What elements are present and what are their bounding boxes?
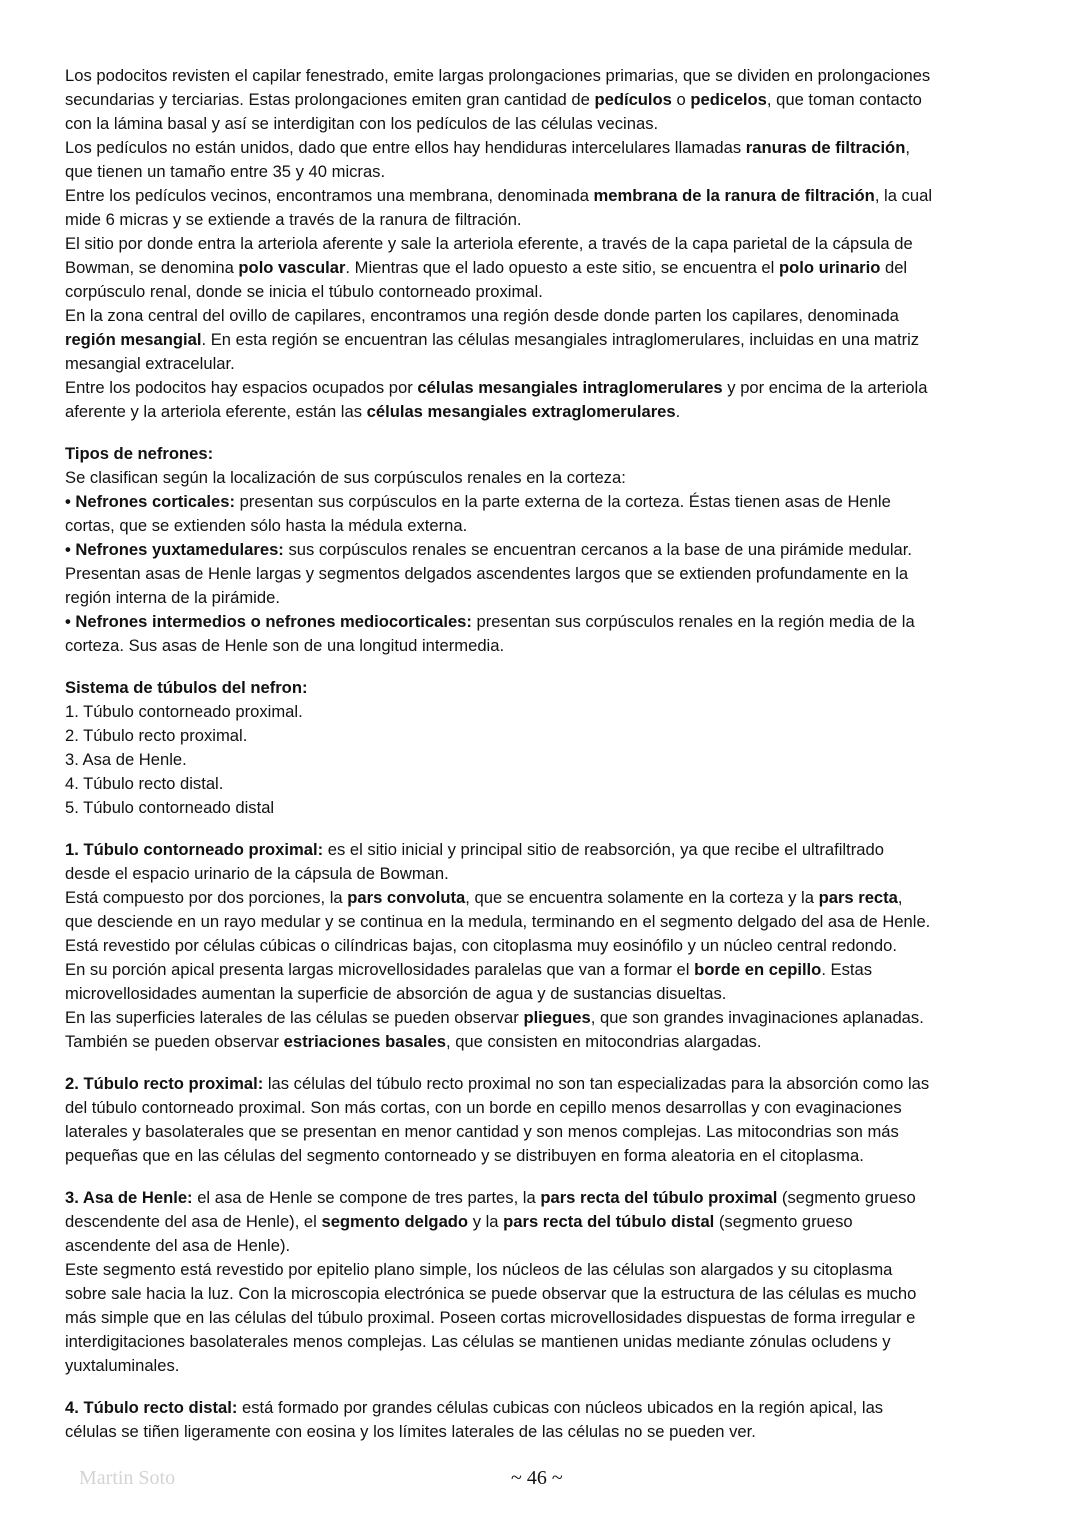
bold-term: • Nefrones intermedios o nefrones mediocorticales: bbox=[65, 612, 472, 631]
text-line bbox=[65, 886, 1025, 910]
text-segment: También se pueden observar bbox=[65, 1032, 284, 1051]
text-segment: desde el espacio urinario de la cápsula de Bowman. bbox=[65, 864, 449, 883]
bold-term: células mesangiales extraglomerulares bbox=[366, 402, 676, 421]
text-line bbox=[65, 184, 1025, 208]
text-segment: mide 6 micras y se extiende a través de la ranura de filtración. bbox=[65, 210, 522, 229]
bold-term: Sistema de túbulos del nefron: bbox=[65, 678, 308, 697]
text-line bbox=[65, 1282, 1025, 1306]
text-segment: presentan sus corpúsculos renales en la región media de la bbox=[471, 612, 915, 631]
text-segment: (segmento grueso bbox=[714, 1212, 853, 1231]
text-segment: que tienen un tamaño entre 35 y 40 micras. bbox=[65, 162, 386, 181]
text-segment: aferente y la arteriola eferente, están las bbox=[65, 402, 367, 421]
text-segment: que desciende en un rayo medular y se continua en la medula, terminando en el segmento delgado del asa de Henle. bbox=[65, 912, 931, 931]
page-number: ~ 46 ~ bbox=[511, 1467, 563, 1489]
text-segment: . Estas bbox=[821, 960, 873, 979]
bold-term: Tipos de nefrones: bbox=[65, 444, 214, 463]
text-segment: Bowman, se denomina bbox=[65, 258, 239, 277]
text-line bbox=[65, 982, 1025, 1006]
text-line bbox=[65, 562, 1025, 586]
bold-term: pedículos bbox=[594, 90, 672, 109]
text-segment: sus corpúsculos renales se encuentran cercanos a la base de una pirámide medular. bbox=[283, 540, 913, 559]
bold-term: polo urinario bbox=[778, 258, 881, 277]
text-line bbox=[65, 256, 1025, 280]
text-segment: Presentan asas de Henle largas y segmentos delgados ascendentes largos que se extienden profundamente en la bbox=[65, 564, 909, 583]
text-line bbox=[65, 1210, 1025, 1234]
text-segment: Se clasifican según la localización de sus corpúsculos renales en la corteza: bbox=[65, 468, 626, 487]
text-segment: 3. Asa de Henle. bbox=[65, 750, 187, 769]
text-line bbox=[65, 1030, 1025, 1054]
text-segment: , que se encuentra solamente en la corteza y la bbox=[465, 888, 819, 907]
text-segment: , bbox=[905, 138, 910, 157]
text-line bbox=[65, 400, 1025, 424]
bold-term: pars recta del túbulo distal bbox=[503, 1212, 715, 1231]
bold-term: pars convoluta bbox=[347, 888, 466, 907]
text-segment: pequeñas que en las células del segmento contorneado y se distribuyen en forma aleatoria en el citoplasma. bbox=[65, 1146, 864, 1165]
document-body bbox=[65, 64, 1025, 1462]
text-line bbox=[65, 232, 1025, 256]
text-line bbox=[65, 862, 1025, 886]
text-segment: En su porción apical presenta largas microvellosidades paralelas que van a formar el bbox=[65, 960, 695, 979]
text-line bbox=[65, 1306, 1025, 1330]
text-line bbox=[65, 466, 1025, 490]
text-line bbox=[65, 490, 1025, 514]
text-segment: . Mientras que el lado opuesto a este sitio, se encuentra el bbox=[345, 258, 779, 277]
text-segment: Entre los pedículos vecinos, encontramos una membrana, denominada bbox=[65, 186, 594, 205]
text-line bbox=[65, 64, 1025, 88]
text-line bbox=[65, 160, 1025, 184]
text-line bbox=[65, 958, 1025, 982]
text-segment: interdigitaciones basolaterales menos complejas. Las células se mantienen unidas mediante zónulas ocludens y bbox=[65, 1332, 891, 1351]
text-line bbox=[65, 634, 1025, 658]
text-segment: o bbox=[671, 90, 691, 109]
bold-term: 4. Túbulo recto distal: bbox=[65, 1398, 238, 1417]
text-segment: más simple que en las células del túbulo proximal. Poseen cortas microvellosidades dispuestas de forma irregular e bbox=[65, 1308, 916, 1327]
bold-term: pedicelos bbox=[690, 90, 767, 109]
text-line bbox=[65, 1072, 1025, 1096]
text-line bbox=[65, 538, 1025, 562]
text-line bbox=[65, 1258, 1025, 1282]
text-segment: del bbox=[880, 258, 908, 277]
text-segment: , la cual bbox=[874, 186, 932, 205]
text-segment: Los podocitos revisten el capilar fenestrado, emite largas prolongaciones primarias, que se dividen en prolongaciones bbox=[65, 66, 931, 85]
bold-term: células mesangiales intraglomerulares bbox=[417, 378, 723, 397]
text-segment: Entre los podocitos hay espacios ocupados por bbox=[65, 378, 418, 397]
text-line bbox=[65, 1096, 1025, 1120]
text-segment: el asa de Henle se compone de tres partes, la bbox=[192, 1188, 541, 1207]
text-line bbox=[65, 442, 1025, 466]
bold-term: estriaciones basales bbox=[283, 1032, 446, 1051]
text-line bbox=[65, 910, 1025, 934]
text-segment: Los pedículos no están unidos, dado que entre ellos hay hendiduras intercelulares llamadas bbox=[65, 138, 746, 157]
text-segment: mesangial extracelular. bbox=[65, 354, 235, 373]
text-line bbox=[65, 700, 1025, 724]
text-segment: , que toman contacto bbox=[766, 90, 922, 109]
text-line bbox=[65, 796, 1025, 820]
text-segment: , que consisten en mitocondrias alargadas. bbox=[445, 1032, 762, 1051]
text-line bbox=[65, 1120, 1025, 1144]
text-line bbox=[65, 934, 1025, 958]
text-line bbox=[65, 304, 1025, 328]
text-line bbox=[65, 514, 1025, 538]
paragraph-block bbox=[65, 1072, 1025, 1168]
text-line bbox=[65, 1330, 1025, 1354]
text-line bbox=[65, 352, 1025, 376]
paragraph-block bbox=[65, 1186, 1025, 1378]
text-segment: corteza. Sus asas de Henle son de una longitud intermedia. bbox=[65, 636, 505, 655]
text-segment: sobre sale hacia la luz. Con la microscopia electrónica se puede observar que la estructura de las células es mucho bbox=[65, 1284, 917, 1303]
text-segment: , que son grandes invaginaciones aplanadas. bbox=[590, 1008, 924, 1027]
text-segment: secundarias y terciarias. Estas prolongaciones emiten gran cantidad de bbox=[65, 90, 595, 109]
text-segment: descendente del asa de Henle), el bbox=[65, 1212, 322, 1231]
text-segment: cortas, que se extienden sólo hasta la médula externa. bbox=[65, 516, 468, 535]
text-line bbox=[65, 1234, 1025, 1258]
text-segment: células se tiñen ligeramente con eosina y los límites laterales de las células no se pueden ver. bbox=[65, 1422, 756, 1441]
text-segment: En la zona central del ovillo de capilares, encontramos una región desde donde parten los capilares, denominada bbox=[65, 306, 899, 325]
text-line bbox=[65, 772, 1025, 796]
text-line bbox=[65, 112, 1025, 136]
text-line bbox=[65, 610, 1025, 634]
text-line bbox=[65, 376, 1025, 400]
text-segment: microvellosidades aumentan la superficie de absorción de agua y de sustancias disueltas. bbox=[65, 984, 727, 1003]
text-line bbox=[65, 280, 1025, 304]
text-segment: 2. Túbulo recto proximal. bbox=[65, 726, 248, 745]
text-line bbox=[65, 1144, 1025, 1168]
text-line bbox=[65, 1396, 1025, 1420]
text-line bbox=[65, 838, 1025, 862]
text-line bbox=[65, 586, 1025, 610]
paragraph-block bbox=[65, 442, 1025, 658]
paragraph-block bbox=[65, 64, 1025, 424]
text-segment: El sitio por donde entra la arteriola aferente y sale la arteriola eferente, a través de la capa parietal de la cápsula de bbox=[65, 234, 913, 253]
text-segment: 1. Túbulo contorneado proximal. bbox=[65, 702, 303, 721]
bold-term: 1. Túbulo contorneado proximal: bbox=[65, 840, 324, 859]
bold-term: • Nefrones yuxtamedulares: bbox=[65, 540, 284, 559]
text-segment: del túbulo contorneado proximal. Son más cortas, con un borde en cepillo menos desarrollas y con evaginaciones bbox=[65, 1098, 902, 1117]
text-segment: 4. Túbulo recto distal. bbox=[65, 774, 224, 793]
bold-term: polo vascular bbox=[238, 258, 346, 277]
text-line bbox=[65, 1354, 1025, 1378]
text-segment: y la bbox=[468, 1212, 504, 1231]
text-segment: 5. Túbulo contorneado distal bbox=[65, 798, 275, 817]
paragraph-block bbox=[65, 1396, 1025, 1444]
text-segment: Está compuesto por dos porciones, la bbox=[65, 888, 348, 907]
text-segment: con la lámina basal y así se interdigitan con los pedículos de las células vecinas. bbox=[65, 114, 659, 133]
text-line bbox=[65, 676, 1025, 700]
text-segment: ascendente del asa de Henle). bbox=[65, 1236, 291, 1255]
text-line bbox=[65, 1420, 1025, 1444]
text-line bbox=[65, 1186, 1025, 1210]
text-segment: laterales y basolaterales que se presentan en menor cantidad y son menos complejas. Las mitocondrias son más bbox=[65, 1122, 899, 1141]
text-segment: región interna de la pirámide. bbox=[65, 588, 280, 607]
bold-term: pars recta del túbulo proximal bbox=[540, 1188, 778, 1207]
text-segment: yuxtaluminales. bbox=[65, 1356, 180, 1375]
text-line bbox=[65, 724, 1025, 748]
text-line bbox=[65, 1006, 1025, 1030]
text-line bbox=[65, 88, 1025, 112]
bold-term: membrana de la ranura de filtración bbox=[593, 186, 875, 205]
bold-term: pars recta bbox=[818, 888, 898, 907]
text-segment: , bbox=[897, 888, 903, 907]
bold-term: 2. Túbulo recto proximal: bbox=[65, 1074, 264, 1093]
text-line bbox=[65, 328, 1025, 352]
text-segment: . bbox=[675, 402, 681, 421]
text-segment: las células del túbulo recto proximal no son tan especializadas para la absorción como las bbox=[263, 1074, 930, 1093]
bold-term: • Nefrones corticales: bbox=[65, 492, 235, 511]
bold-term: pliegues bbox=[523, 1008, 591, 1027]
text-segment: corpúsculo renal, donde se inicia el túbulo contorneado proximal. bbox=[65, 282, 543, 301]
text-line bbox=[65, 748, 1025, 772]
text-segment: . En esta región se encuentran las células mesangiales intraglomerulares, incluidas en una matriz bbox=[201, 330, 920, 349]
bold-term: 3. Asa de Henle: bbox=[65, 1188, 193, 1207]
text-segment: presentan sus corpúsculos en la parte externa de la corteza. Éstas tienen asas de Henle bbox=[234, 492, 891, 511]
text-segment: está formado por grandes células cubicas con núcleos ubicados en la región apical, las bbox=[237, 1398, 884, 1417]
text-segment: Este segmento está revestido por epitelio plano simple, los núcleos de las células son alargados y su citoplasma bbox=[65, 1260, 893, 1279]
text-segment: es el sitio inicial y principal sitio de reabsorción, ya que recibe el ultrafiltrado bbox=[323, 840, 884, 859]
paragraph-block bbox=[65, 676, 1025, 820]
text-segment: (segmento grueso bbox=[777, 1188, 916, 1207]
footer-author: Martin Soto bbox=[79, 1467, 176, 1489]
bold-term: segmento delgado bbox=[321, 1212, 469, 1231]
paragraph-block bbox=[65, 838, 1025, 1054]
text-segment: y por encima de la arteriola bbox=[722, 378, 928, 397]
bold-term: ranuras de filtración bbox=[745, 138, 906, 157]
text-segment: Está revestido por células cúbicas o cilíndricas bajas, con citoplasma muy eosinófilo y un núcleo central redondo. bbox=[65, 936, 897, 955]
text-line bbox=[65, 136, 1025, 160]
text-line bbox=[65, 208, 1025, 232]
bold-term: región mesangial bbox=[65, 330, 202, 349]
text-segment: En las superficies laterales de las células se pueden observar bbox=[65, 1008, 524, 1027]
bold-term: borde en cepillo bbox=[694, 960, 822, 979]
